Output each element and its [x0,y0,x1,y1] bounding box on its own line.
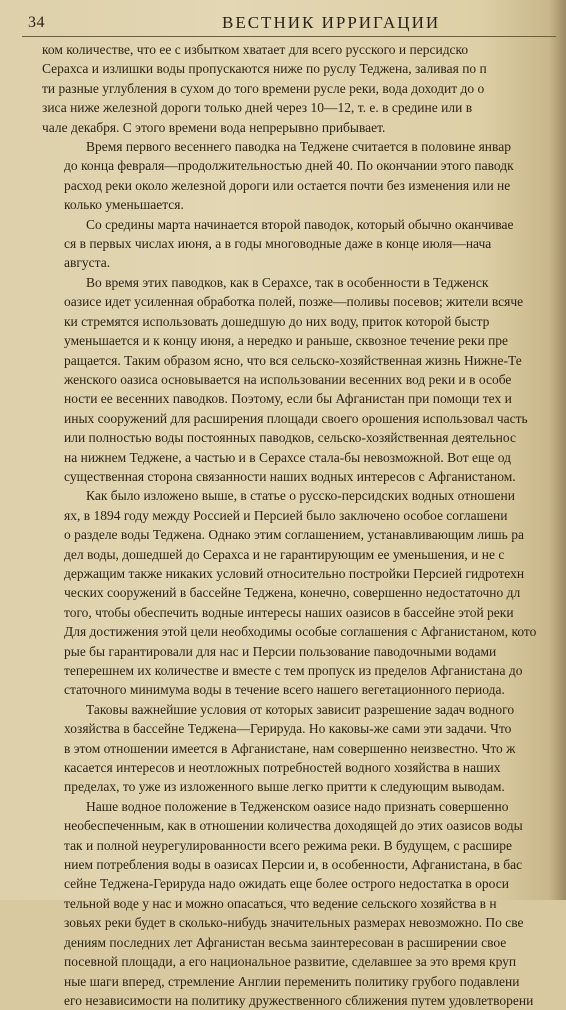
text-line: ности ее весенних паводков. Поэтому, если бы Афганистан при помощи тех и [64,391,512,407]
text-line: Во время этих паводков, как в Серахсе, так в особенности в Тедженск [86,274,489,290]
paragraph [42,215,563,273]
page-number: 34 [28,14,45,31]
text-line: августа. [64,255,111,271]
text-line: ки стремятся использовать дошедшую до них воду, приток которой быстр [64,313,490,329]
text-line: существенная сторона связанности наших водных интересов с Афганистаном. [64,468,516,484]
text-line: так и полной неурегулированности всего режима реки. В будущем, с расшире [64,837,512,853]
text-line: дел воды, дошедшей до Серахса и не гарантирующим ее уменьшения, и не с [64,546,505,562]
text-line: пределах, то уже из изложенного выше легко притти к следующим выводам. [64,779,505,795]
text-line: нием потребления воды в оазисах Персии и, в особенности, Афганистана, в бас [64,857,523,873]
text-line: колько уменьшается. [64,197,184,213]
text-line: посевной площади, а его национальное развитие, сделавшее за это время круп [64,954,517,970]
text-line: ти разные углубления в сухом до того времени русле реки, вода доходит до о [42,80,485,96]
text-line: ческих сооружений в бассейне Теджена, конечно, совершенно недостаточно дл [64,585,521,601]
text-line: Таковы важнейшие условия от которых зависит разрешение задач водного [86,701,515,717]
text-line: ные шаги вперед, стремление Англии переменить политику грубого подавлени [64,973,520,989]
text-line: о разделе воды Теджена. Однако этим соглашением, устанавливающим лишь ра [64,527,524,543]
text-line: зиса ниже железной дороги только дней через 10—12, т. е. в средине или в [42,100,473,116]
text-line: Со средины марта начинается второй паводок, который обычно оканчивае [86,216,514,232]
text-line: ком количестве, что ее с избытком хватает для всего русского и персидско [42,42,469,57]
text-line: касается интересов и неотложных потребностей водного хозяйства в наших [64,760,501,776]
paragraph [42,40,563,137]
text-line: в этом отношении имеется в Афганистане, нам совершенно неизвестно. Что ж [64,740,516,756]
paragraph [42,137,563,215]
text-line: Наше водное положение в Тедженском оазисе надо признать совершенно [86,798,509,814]
text-line: хозяйства в бассейне Теджена—Герируда. Но каковы-же сами эти задачи. Что [64,721,512,737]
text-line: рые бы гарантировали для нас и Персии пользование паводочными водами [64,643,497,659]
text-line: того, чтобы обеспечить водные интересы наших оазисов в бассейне этой реки [64,604,514,620]
text-line: чале декабря. С этого времени вода непрерывно прибывает. [42,119,386,135]
text-line: Серахса и излишки воды пропускаются ниже по руслу Теджена, заливая по п [42,61,487,77]
text-line: ях, в 1894 году между Россией и Персией было заключено особое соглашени [64,507,508,523]
text-line: до конца февраля—продолжительностью дней 40. По окончании этого паводк [64,158,514,174]
text-line: зовьях реки будет в сколько-нибудь значительных размерах невозможно. По све [64,915,524,931]
paragraph [42,797,563,1010]
text-line: уменьшается и к концу июня, а нередко и раньше, сквозное течение реки пре [64,333,509,349]
text-line: Время первого весеннего паводка на Теджене считается в половине январ [86,139,511,155]
text-line: статочного минимума воды в течение всего нашего вегетационного периода. [64,682,505,698]
text-line: женского оазиса основывается на использовании весенних вод реки и в особе [64,371,512,387]
text-line: расход реки около железной дороги или остается почти без изменения или не [64,177,511,193]
text-line: ращается. Таким образом ясно, что вся сельско-хозяйственная жизнь Нижне-Те [64,352,522,368]
paragraph [42,273,563,486]
paragraph [42,486,563,699]
text-line: оазисе идет усиленная обработка полей, позже—поливы посевов; жители всяче [64,294,524,310]
text-line: ся в первых числах июня, а в годы многоводные даже в конце июля—нача [64,236,492,252]
text-line: иных сооружений для расширения площади своего орошения использовал часть [64,410,528,426]
text-line: или полностью воды постоянных паводков, сельско-хозяйственная деятельнос [64,430,516,446]
page-header [22,10,556,37]
text-line: Для достижения этой цели необходимы особые соглашения с Афганистаном, кото [64,624,537,640]
paragraph [42,700,563,797]
text-line: держащим также никаких условий относительно постройки Персией гидротехн [64,565,525,581]
text-line: Как было изложено выше, в статье о русско-персидских водных отношени [86,488,515,504]
text-line: дениям последних лет Афганистан весьма заинтересован в расширении свое [64,934,507,950]
text-line: на нижнем Теджене, а частью и в Серахсе стала-бы невозможной. Вот еще од [64,449,511,465]
text-line: тельной воде у нас и можно опасаться, что ведение сельского хозяйства в н [64,895,497,911]
text-line: сейне Теджена-Герируда надо ожидать еще более острого недостатка в ороси [64,876,509,892]
text-line: теперешнем их количестве и вместе с тем пропуск из пределов Афганистана до [64,663,523,678]
running-title: ВЕСТНИК ИРРИГАЦИИ [222,13,441,32]
text-line: его независимости на политику дружественного сближения путем удовлетворени [64,992,534,1008]
text-line: необеспеченным, как в отношении количества доходящей до этих оазисов воды [64,818,523,834]
article-body [42,40,563,1010]
